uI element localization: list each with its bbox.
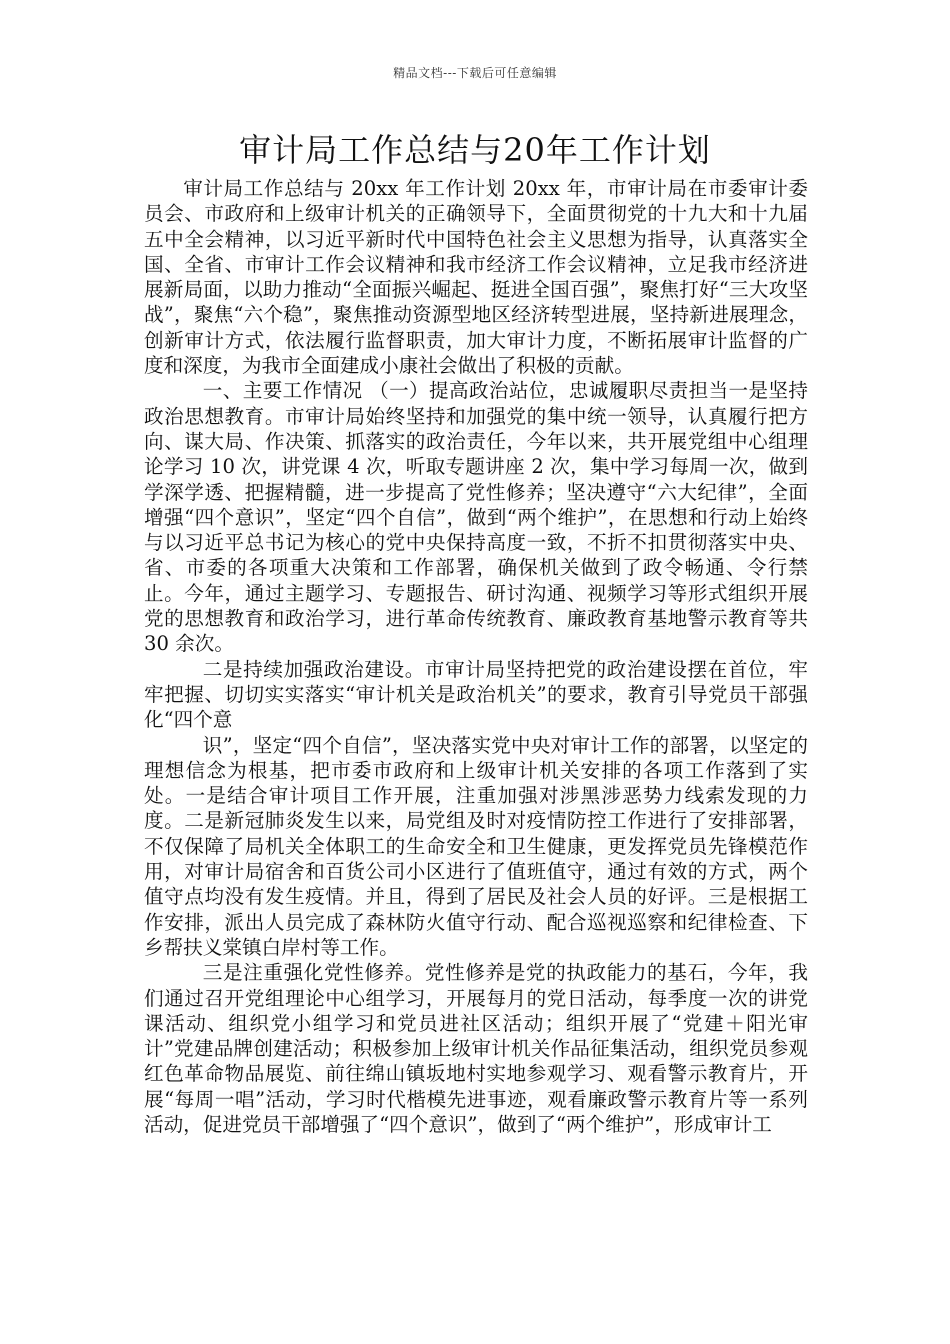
document-title: 审计局工作总结与20年工作计划 xyxy=(239,131,711,169)
paragraph-intro: 审计局工作总结与 20xx 年工作计划 20xx 年，市审计局在市委审计委员会、市政府和上级审计机关的正确领导下，全面贯彻党的十九大和十九届五中全会精神，以习近平新时代中国特色社会主义思想为指导，认真落实全国、全省、市审计工作会议精神和我市经济工作会议精神，立足我市经济进展新局面，以助力推动“全面振兴崛起、挺进全国百强”，聚焦打好“三大攻坚战”，聚焦“六个稳”，聚焦推动资源型地区经济转型进展，坚持新进展理念，创新审计方式，依法履行监督职责，加大审计力度，不断拓展审计监督的广度和深度，为我市全面建成小康社会做出了积极的贡献。 xyxy=(144,177,808,378)
paragraph-party-spirit: 三是注重强化党性修养。党性修养是党的执政能力的基石，今年，我们通过召开党组理论中心组学习，开展每月的党日活动，每季度一次的讲党课活动、组织党小组学习和党员进社区活动；组织开展了“党建＋阳光审计”党建品牌创建活动；积极参加上级审计机关作品征集活动，组织党员参观红色革命物品展览、前往绵山镇坂地村实地参观学习、观看警示教育片，开展“每周一唱”活动，学习时代楷模先进事迹，观看廉政警示教育片等一系列活动，促进党员干部增强了“四个意识”，做到了“两个维护”，形成审计工 xyxy=(144,961,808,1136)
paragraph-political-building: 二是持续加强政治建设。市审计局坚持把党的政治建设摆在首位，牢牢把握、切切实实落实“审计机关是政治机关”的要求，教育引导党员干部强化“四个意 xyxy=(144,657,808,732)
paragraph-section-one: 一、主要工作情况 （一）提高政治站位，忠诚履职尽责担当一是坚持政治思想教育。市审计局始终坚持和加强党的集中统一领导，认真履行把方向、谋大局、作决策、抓落实的政治责任，今年以来，共开展党组中心组理论学习 10 次，讲党课 4 次，听取专题讲座 2 次，集中学习每周一次，做到学深学透、把握精髓，进一步提高了党性修养；坚决遵守“六大纪律”，全面增强“四个意识”，坚定“四个自信”，做到“两个维护”，在思想和行动上始终与以习近平总书记为核心的党中央保持高度一致，不折不扣贯彻落实中央、省、市委的各项重大决策和工作部署，确保机关做到了政令畅通、令行禁止。今年，通过主题学习、专题报告、研讨沟通、视频学习等形式组织开展党的思想教育和政治学习，进行革命传统教育、廉政教育基地警示教育等共 30 余次。 xyxy=(144,379,808,656)
document-body xyxy=(144,176,808,1137)
header-note: 精品文档---下载后可任意编辑 xyxy=(393,66,557,80)
paragraph-political-building-continued: 识”，坚定“四个自信”，坚决落实党中央对审计工作的部署，以坚定的理想信念为根基，把市委市政府和上级审计机关安排的各项工作落到了实处。一是结合审计项目工作开展，注重加强对涉黑涉恶势力线索发现的力度。二是新冠肺炎发生以来，局党组及时对疫情防控工作进行了安排部署，不仅保障了局机关全体职工的生命安全和卫生健康，更发挥党员先锋模范作用，对审计局宿舍和百货公司小区进行了值班值守，通过有效的方式，两个值守点均没有发生疫情。并且，得到了居民及社会人员的好评。三是根据工作安排，派出人员完成了森林防火值守行动、配合巡视巡察和纪律检查、下乡帮扶义棠镇白岸村等工作。 xyxy=(144,733,808,959)
